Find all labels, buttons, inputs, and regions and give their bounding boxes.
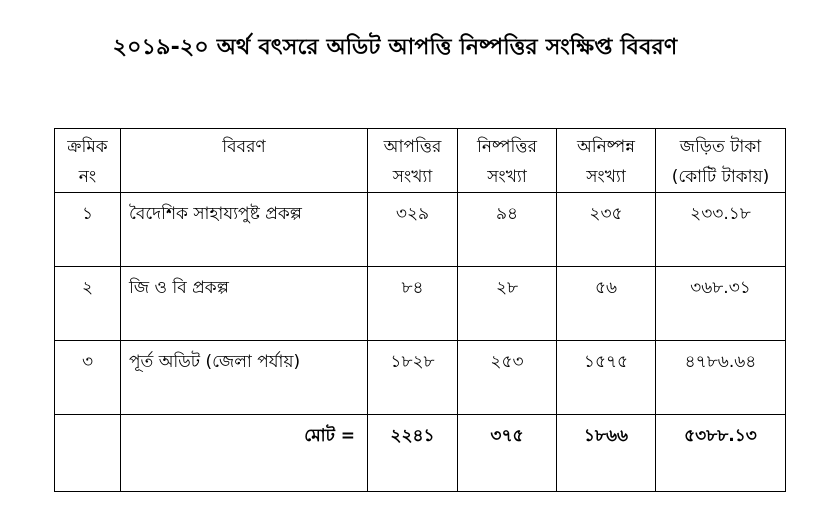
total-objections: ২২৪১ <box>368 415 458 492</box>
cell-objections: ৩২৯ <box>368 193 458 267</box>
page-title: ২০১৯-২০ অর্থ বৎসরে অডিট আপত্তি নিষ্পত্তির সংক্ষিপ্ত বিবরণ <box>112 35 678 60</box>
audit-summary-table <box>54 128 786 492</box>
total-amount: ৫৩৮৮.১৩ <box>656 415 786 492</box>
table-row <box>55 193 786 267</box>
header-description: বিবরণ <box>121 129 368 193</box>
cell-unsettled: ২৩৫ <box>557 193 656 267</box>
header-unsettled: অনিষ্পন্ন সংখ্যা <box>557 129 656 193</box>
cell-settled: ২৮ <box>458 267 557 341</box>
cell-description: পূর্ত অডিট (জেলা পর্যায়) <box>121 341 368 415</box>
header-settled: নিষ্পত্তির সংখ্যা <box>458 129 557 193</box>
header-amount: জড়িত টাকা (কোটি টাকায়) <box>656 129 786 193</box>
total-label: মোট = <box>121 415 368 492</box>
cell-objections: ৮৪ <box>368 267 458 341</box>
cell-amount: ২৩৩.১৮ <box>656 193 786 267</box>
cell-unsettled: ১৫৭৫ <box>557 341 656 415</box>
table-row <box>55 341 786 415</box>
table-row <box>55 267 786 341</box>
cell-settled: ২৫৩ <box>458 341 557 415</box>
cell-description: জি ও বি প্রকল্প <box>121 267 368 341</box>
cell-description: বৈদেশিক সাহায্যপুষ্ট প্রকল্প <box>121 193 368 267</box>
cell-serial: ২ <box>55 267 121 341</box>
table-header-row <box>55 129 786 193</box>
cell-amount: ৩৬৮.৩১ <box>656 267 786 341</box>
cell-settled: ৯৪ <box>458 193 557 267</box>
cell-empty <box>55 415 121 492</box>
total-unsettled: ১৮৬৬ <box>557 415 656 492</box>
cell-amount: ৪৭৮৬.৬৪ <box>656 341 786 415</box>
cell-serial: ১ <box>55 193 121 267</box>
header-objections: আপত্তির সংখ্যা <box>368 129 458 193</box>
cell-serial: ৩ <box>55 341 121 415</box>
cell-objections: ১৮২৮ <box>368 341 458 415</box>
table-total-row <box>55 415 786 492</box>
header-serial: ক্রমিক নং <box>55 129 121 193</box>
cell-unsettled: ৫৬ <box>557 267 656 341</box>
total-settled: ৩৭৫ <box>458 415 557 492</box>
